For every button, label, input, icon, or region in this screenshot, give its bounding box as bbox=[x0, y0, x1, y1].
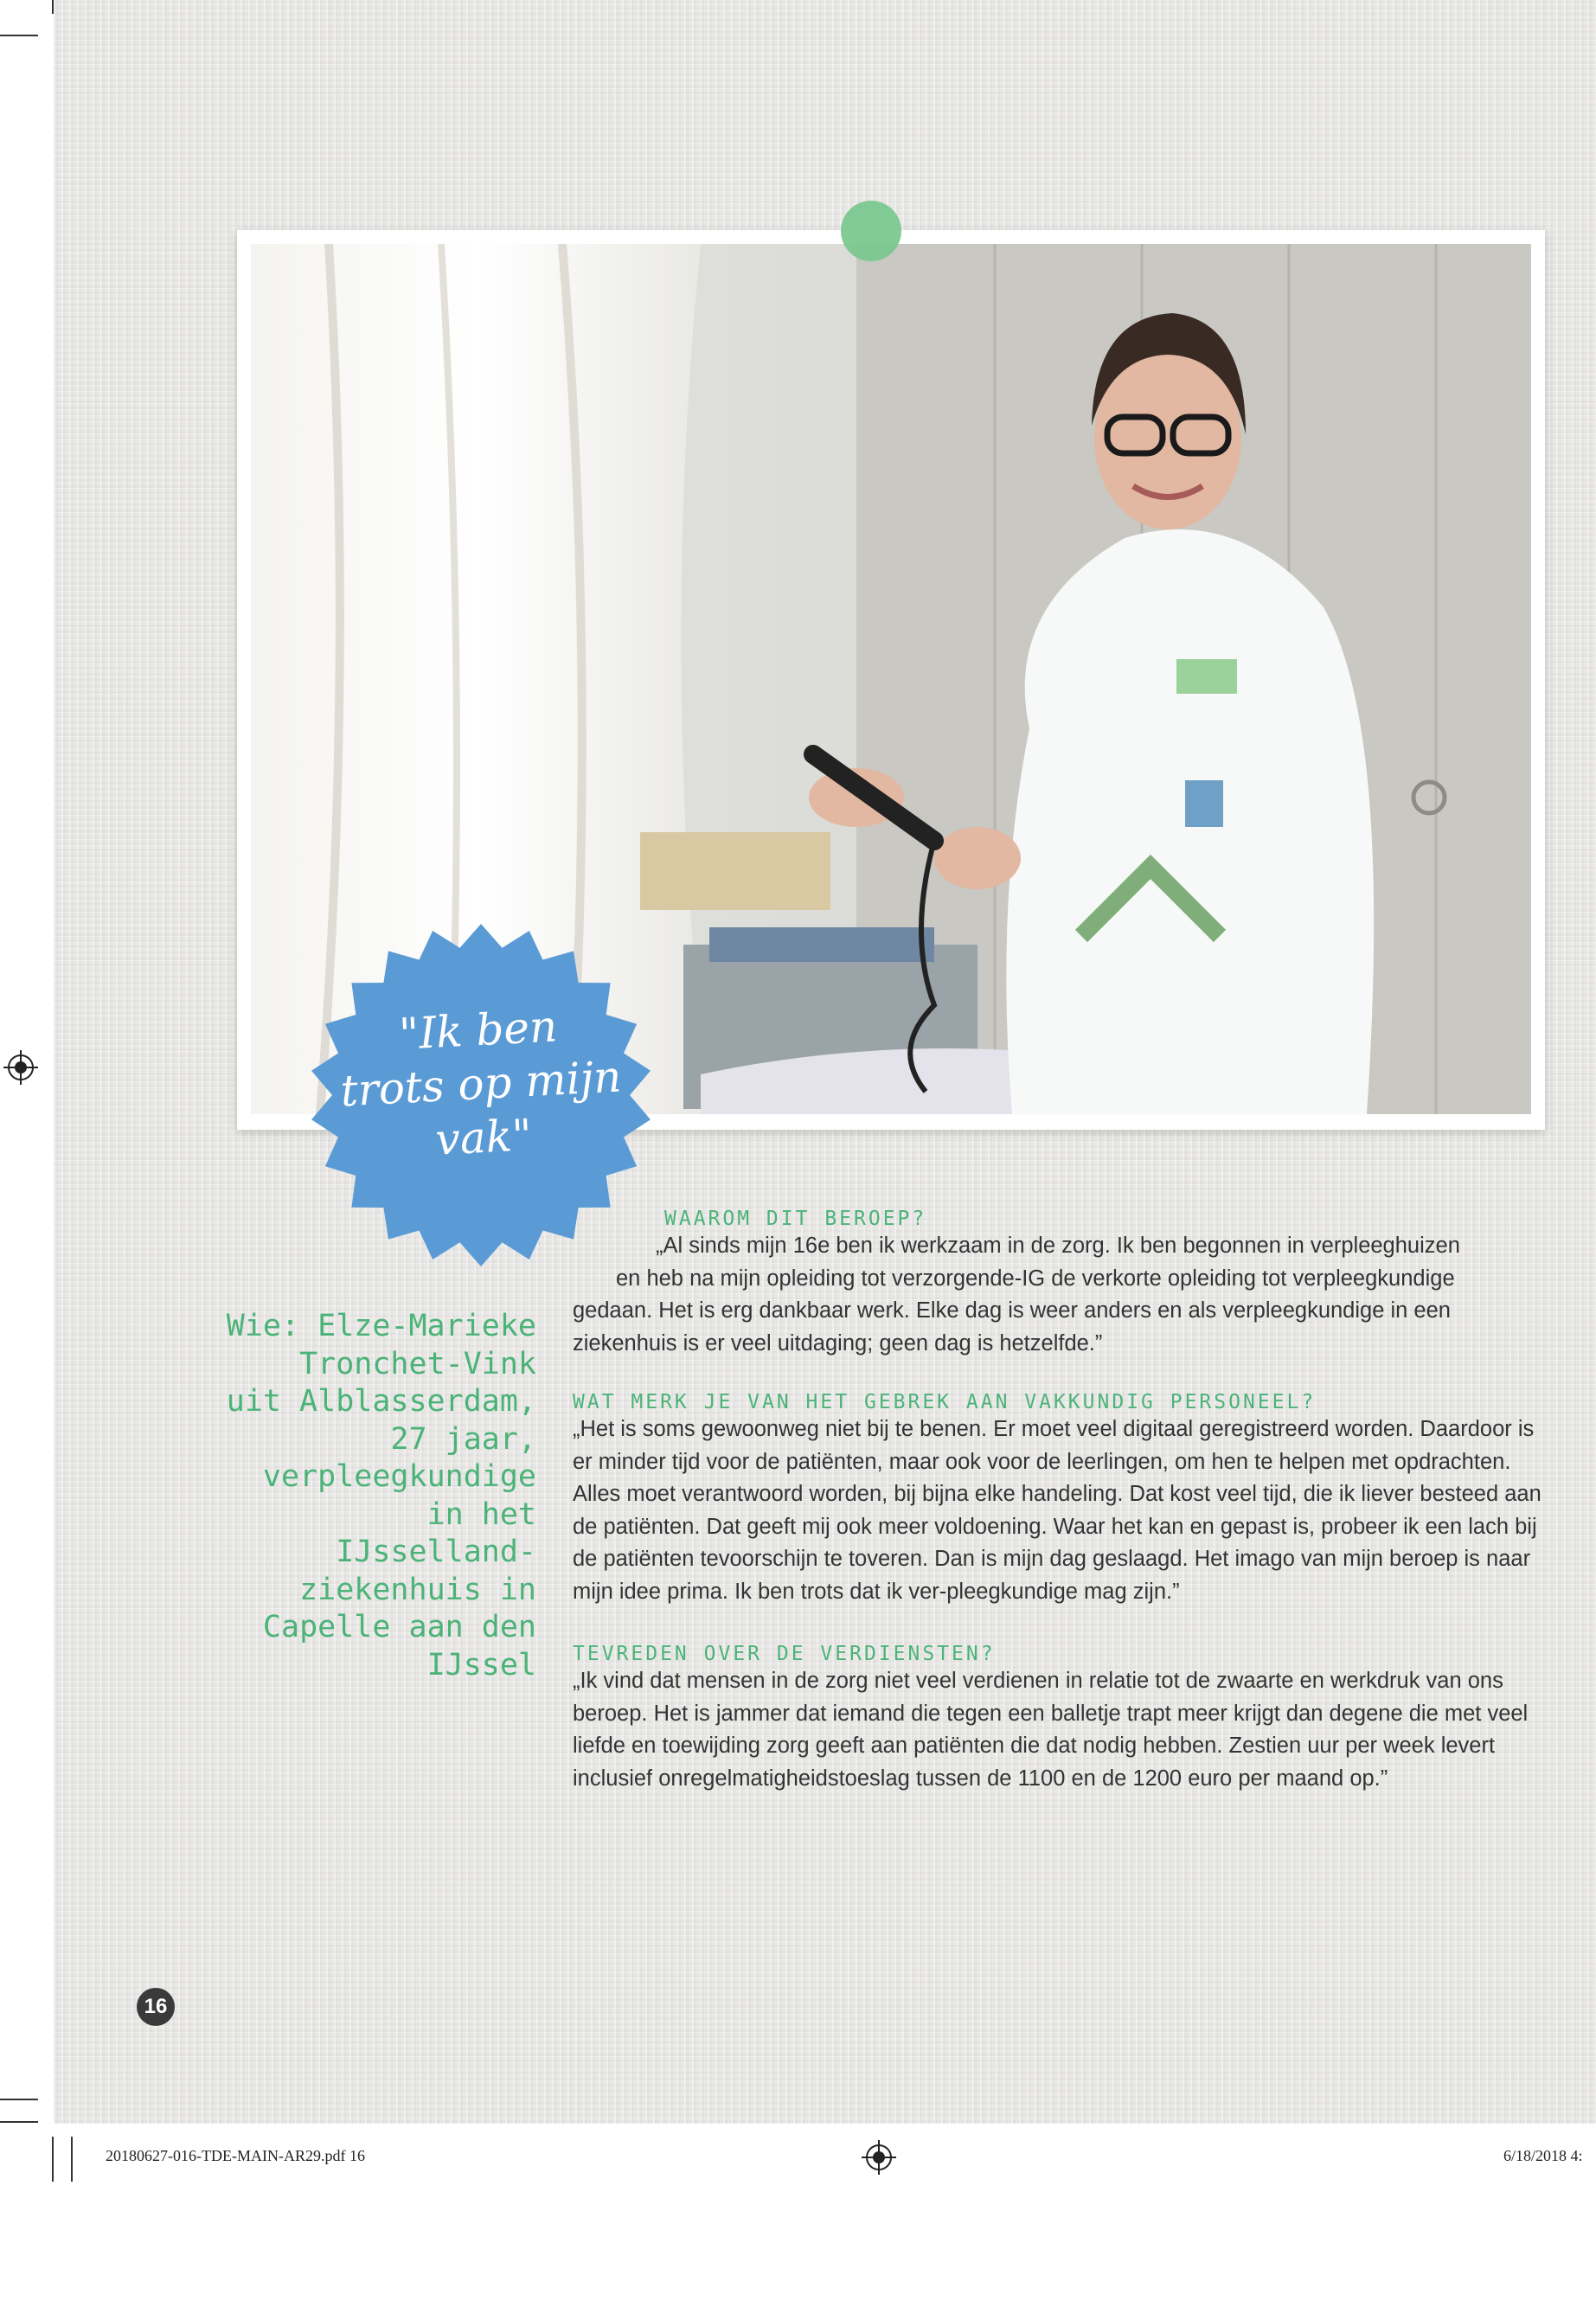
who-block: Wie: Elze-Marieke Tronchet-Vink uit Alblasserdam, 27 jaar, verpleegkundige in het IJsselland- ziekenhuis in Capelle aan den IJssel bbox=[226, 1309, 536, 1682]
answer-line: gedaan. Het is erg dankbaar werk. Elke dag is weer anders en als verpleegkundige in een bbox=[573, 1298, 1451, 1323]
section-question: WAAROM DIT BEROEP? bbox=[664, 1208, 927, 1230]
crop-mark bbox=[0, 2121, 38, 2123]
answer-line: ziekenhuis is er veel uitdaging; geen dag is hetzelfde.” bbox=[573, 1330, 1103, 1356]
crop-mark bbox=[71, 2137, 73, 2182]
photo-pin bbox=[841, 201, 901, 261]
answer-line: en heb na mijn opleiding tot verzorgende-IG de verkorte opleiding tot verpleegkundige bbox=[616, 1266, 1455, 1291]
badge-quote-line: "Ik ben bbox=[397, 1001, 559, 1060]
interview-article bbox=[573, 1208, 1543, 1795]
section-answer: „Het is soms gewoonweg niet bij te benen. Er moet veel digitaal geregistreerd worden. Daardoor is er minder tijd voor de patiënten, maar ook voor de leerlingen, om hen te helpen met opdrachten. Alles moet verantwoord worden, bij bijna elke handeling. Dat kost veel tijd, die ik liever besteed aan de patiënten. Dat geeft mij ook meer voldoening. Waar het kan en gepast is, probeer ik een lach bij de patiënten tevoorschijn te toveren. Dan is mijn dag geslaagd. Het imago van mijn beroep is naar mijn idee prima. Ik ben trots dat ik ver-pleegkundige mag zijn.” bbox=[573, 1417, 1542, 1604]
section-answer: „Ik vind dat mensen in de zorg niet veel verdienen in relatie tot de zwaarte en werkdruk van ons beroep. Het is jammer dat iemand die tegen een balletje trapt meer krijgt dan degene die met veel liefde en toewijding zorg geeft aan patiënten die dat nodig hebben. Zestien uur per week levert inclusief onregelmatigheidstoeslag tussen de 1100 en de 1200 euro per maand op.” bbox=[573, 1669, 1529, 1791]
registration-mark-icon bbox=[3, 1050, 38, 1085]
answer-line: „Al sinds mijn 16e ben ik werkzaam in de zorg. Ik ben begonnen in verpleeghuizen bbox=[656, 1234, 1460, 1258]
crop-mark bbox=[0, 2099, 38, 2100]
badge-quote-line: trots op mijn bbox=[339, 1051, 623, 1117]
section-gebrek bbox=[573, 1391, 1543, 1608]
crop-mark bbox=[52, 0, 54, 14]
crop-mark bbox=[52, 2137, 54, 2182]
section-waarom bbox=[573, 1208, 1543, 1360]
section-verdiensten bbox=[573, 1643, 1543, 1795]
section-question: TEVREDEN OVER DE VERDIENSTEN? bbox=[573, 1643, 996, 1665]
print-timestamp: 6/18/2018 4: bbox=[1503, 2147, 1583, 2164]
crop-mark bbox=[0, 35, 38, 36]
badge-quote-line: vak" bbox=[434, 1110, 534, 1165]
registration-mark-icon bbox=[862, 2140, 896, 2175]
print-filename: 20180627-016-TDE-MAIN-AR29.pdf 16 bbox=[106, 2147, 365, 2164]
badge-quote bbox=[321, 996, 640, 1173]
page-number: 16 bbox=[137, 1988, 175, 2026]
section-question: WAT MERK JE VAN HET GEBREK AAN VAKKUNDIG PERSONEEL? bbox=[573, 1391, 1317, 1413]
